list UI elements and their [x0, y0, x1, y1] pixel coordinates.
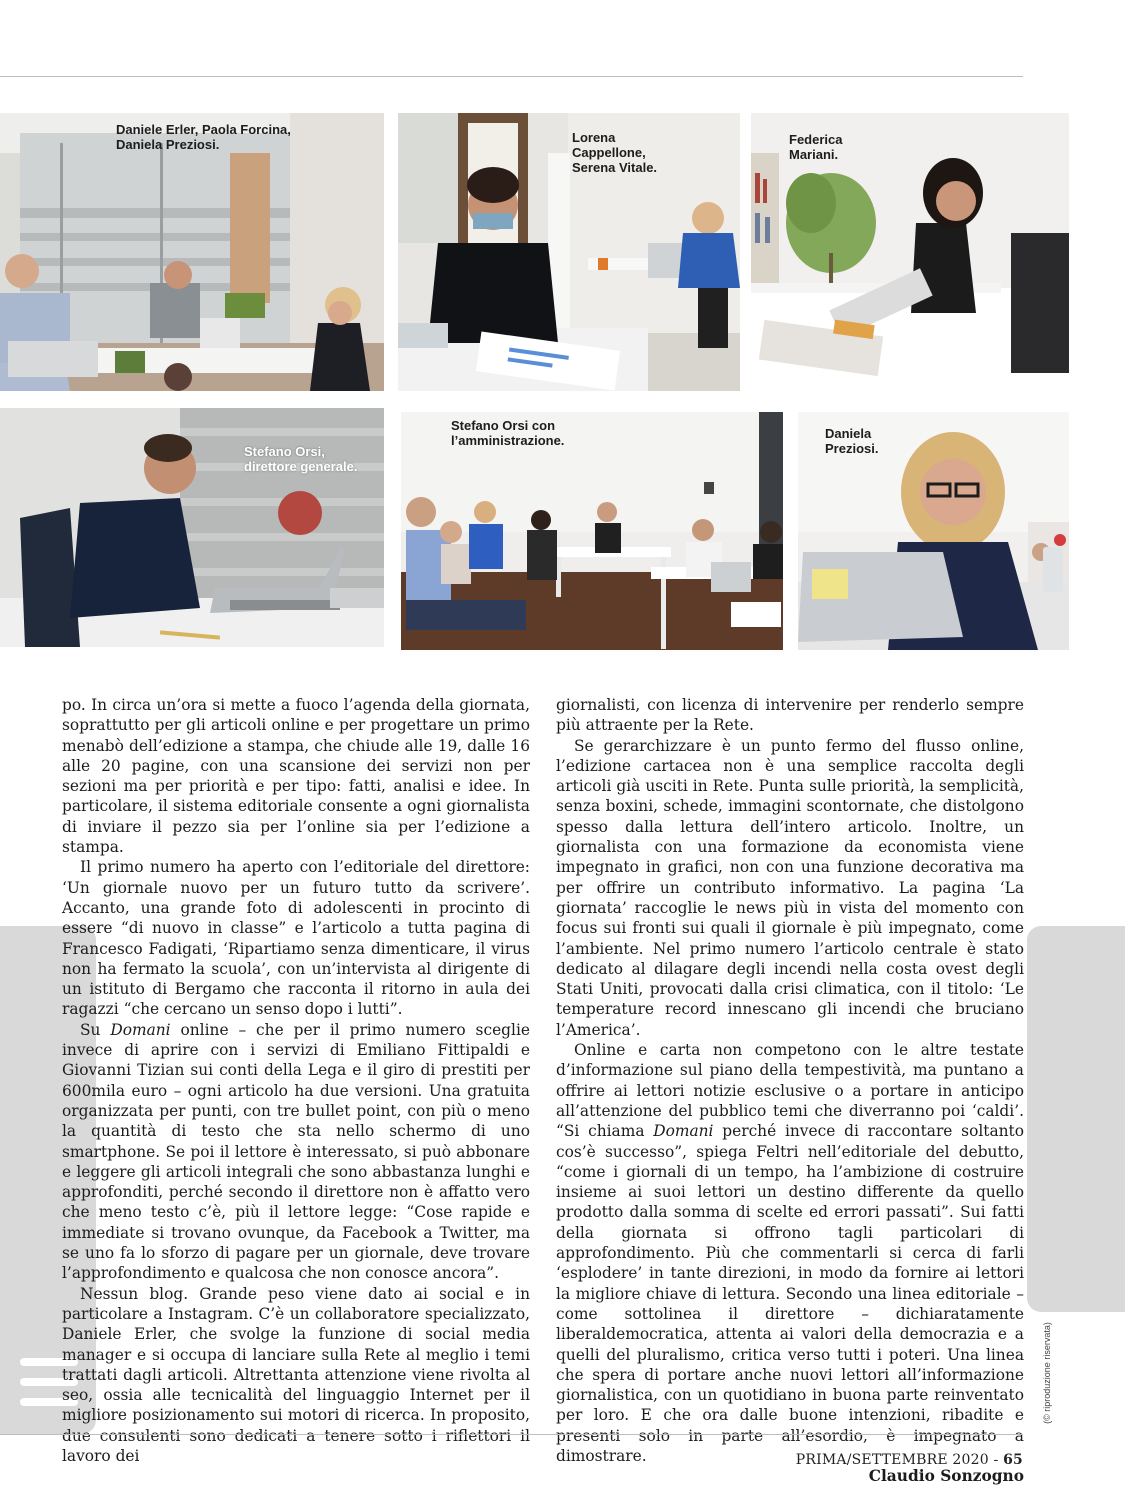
- photo-newsroom-erler-forcina-preziosi: [0, 113, 384, 391]
- author-signature: Claudio Sonzogno: [868, 1467, 1024, 1486]
- photo-desk-cappellone-vitale: [398, 113, 740, 391]
- photo-caption: Daniele Erler, Paola Forcina, Daniela Preziosi.: [116, 122, 291, 152]
- photo-caption: Stefano Orsi con l’amministrazione.: [451, 418, 565, 448]
- copyright-note: (© riproduzione riservata): [1042, 1322, 1052, 1424]
- article-paragraph: Il primo numero ha aperto con l’editoriale del direttore: ‘Un giornale nuovo per un futuro tutto da scrivere’. Accanto, una grande foto di adolescenti in procinto di essere “di nuovo in classe” e l’articolo a tutta pagina di Francesco Fadigati, ‘Ripartiamo senza dimenticare, il virus non ha fermato la scuola’, con un’intervista al dirigente di un istituto di Bergamo che racconta il ritorno in aula dei ragazzi “che cercano un senso dopo i lutti”.: [62, 858, 530, 1019]
- magazine-issue: PRIMA/SETTEMBRE 2020 -: [795, 1452, 1004, 1468]
- side-tab-right: [1027, 926, 1125, 1312]
- photo-caption: Lorena Cappellone, Serena Vitale.: [572, 130, 658, 175]
- article-column-left: [62, 695, 530, 1466]
- article-paragraph: Online e carta non competono con le altre testate d’informazione sul piano della tempestività, ma puntano a offrire ai lettori notizie esclusive o a portare in anticipo all’attenzione del pubblico temi che diverranno poi ‘caldi’. “Si chiama Domani perché invece di raccontare soltanto cos’è successo”, spiega Feltri nell’editoriale del debutto, “come i giornali di un tempo, ha l’ambizione di costruire insieme ai suoi lettori un destino differente da quello prodotto dalla somma di scelte ed errori passati”. Sui fatti della giornata si offrono tagli particolari di approfondimento. Più che commentarli si cerca di farli ‘esplodere’ in tante direzioni, in modo da fornire ai lettori la migliore chiave di lettura. Secondo una linea editoriale – come sottolinea il direttore – dichiaratamente liberaldemocratica, attenta ai valori della democrazia e a quelli del pluralismo, critica verso tutti i poteri. Una linea che spera di portare anche nuovi lettori all’informazione giornalistica, con un quotidiano in buona parte reinventato per loro. E che ora dalle buone intenzioni, ribadite e presenti solo in parte all’esordio, è impegnato a dimostrare.: [556, 1041, 1024, 1465]
- photo-stefano-orsi: [0, 408, 384, 647]
- article-paragraph: Se gerarchizzare è un punto fermo del flusso online, l’edizione cartacea non è una semplice raccolta degli articoli già usciti in Rete. Punta sulle priorità, la semplicità, senza boxini, schede, immagini scontornate, che distolgono spesso dalla lettura dell’intero articolo. Inoltre, un giornalista con una formazione da economista viene impegnato in grafici, non con una funzione decorativa ma per offrire un contributo informativo. La pagina ‘La giornata’ raccoglie le news più in vista del momento con focus sui fronti sui quali il giornale è più impegnato, come l’ambiente. Nel primo numero l’articolo centrale è stato dedicato al dilagare degli incendi nella costa ovest degli Stati Uniti, provocati dalla crisi climatica, con il titolo: ‘Le temperature record innescano gli incendi che bruciano l’America’.: [556, 736, 1024, 1039]
- photo-caption: Federica Mariani.: [789, 132, 843, 162]
- photo-caption: Daniela Preziosi.: [825, 426, 879, 456]
- photo-daniela-preziosi: [798, 412, 1069, 650]
- bottom-rule: [0, 1434, 1023, 1435]
- article-paragraph: giornalisti, con licenza di intervenire per renderlo sempre più attraente per la Rete.: [556, 696, 1024, 735]
- article-paragraph: po. In circa un’ora si mette a fuoco l’agenda della giornata, soprattutto per gli articoli online e per progettare un primo menabò dell’edizione a stampa, che chiude alle 19, dalle 16 alle 20 pagine, con una scansione dei servizi non per sezioni ma per priorità e per tipo: fatti, analisi e idee. In particolare, il sistema editoriale consente a ogni giornalista di inviare il pezzo sia per l’online sia per l’edizione a stampa.: [62, 696, 530, 857]
- photo-caption: Stefano Orsi, direttore generale.: [244, 444, 358, 474]
- article-paragraph: Nessun blog. Grande peso viene dato ai social e in particolare a Instagram. C’è un collaboratore specializzato, Daniele Erler, che svolge la funzione di social media manager e si occupa di lanciare sulla Rete al meglio i temi trattati dagli articoli. Altrettanta attenzione viene rivolta al seo, ossia alle tecnicalità del linguaggio Internet per il migliore posizionamento sui motori di ricerca. In proposito, due consulenti sono dedicati a tenere sotto i riflettori il lavoro dei: [62, 1284, 530, 1465]
- article-paragraph: Su Domani online – che per il primo numero sceglie invece di aprire con i servizi di Emiliano Fittipaldi e Giovanni Tizian sui conti della Lega e il giro di prestiti per 600mila euro – ogni articolo ha due versioni. Una gratuita organizzata per punti, con tre bullet point, con più o meno la quantità di testo che sta nello schermo di uno smartphone. Se poi il lettore è interessato, si può abbonare e leggere gli articoli integrali che sono abbastanza lunghi e approfonditi, perché secondo il direttore non è affatto vero che meno testo c’è, più il lettore legge: “Cose rapide e immediate si trovano ovunque, da Facebook a Twitter, ma se uno fa lo sforzo di pagare per un giornale, deve trovare l’approfondimento e qualcosa che non conosce ancora”.: [62, 1020, 530, 1283]
- top-rule: [0, 76, 1023, 77]
- page-footer: [796, 1452, 1023, 1468]
- photo-meeting-amministrazione: [401, 412, 783, 650]
- photo-desk-mariani: [751, 113, 1069, 391]
- page-number: 65: [1003, 1452, 1023, 1468]
- article-column-right: [556, 695, 1024, 1487]
